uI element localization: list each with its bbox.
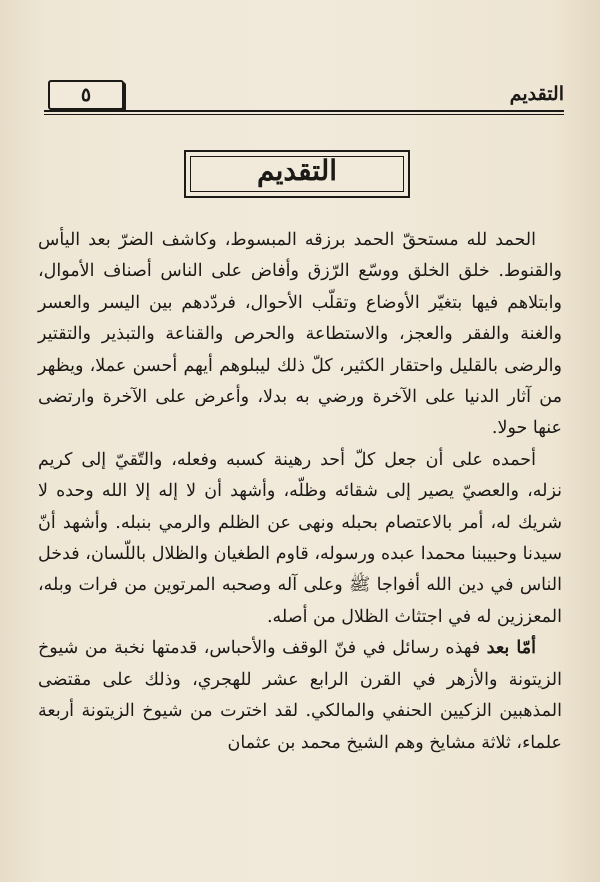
paragraph-2 xyxy=(38,445,562,633)
paragraph-2-text: أحمده على أن جعل كلّ أحد رهينة كسبه وفعله، والتّقيّ إلى كريم نزله، والعصيّ يصير إلى شقائه وظلّه، وأشهد أن لا إله إلا الله وحده لا شريك له، أمر بالاعتصام بحبله ونهى عن الظلم والرمي بنبله. وأشهد أنّ سيدنا وحبيبنا محمدا عبده ورسوله، قاوم الطغيان والظلال باللّسان، فدخل الناس في دين الله أفواجا ﷺ وعلى آله وصحبه المرتوين من فرات وبله، المعززين له في اجتثاث الظلال من أصله. xyxy=(38,449,562,627)
paragraph-1-text: الحمد لله مستحقّ الحمد برزقه المبسوط، وكاشف الضرّ بعد اليأس والقنوط. خلق الخلق ووسّع الرّزق وأفاض على الناس أصناف الأموال، وابتلاهم فيها بتغيّر الأوضاع وتقلّب الأحوال، فردّدهم بين اليسر والعسر والغنة والفقر والعجز، والاستطاعة والحرص والقناعة والتبذير والتقتير والرضى بالقليل واحتقار الكثير، كلّ ذلك ليبلوهم أيهم أحسن عملا، ويظهر من آثار الدنيا على الآخرة ورضي به بدلا، وأعرض على الآخرة وارتضى عنها حولا. xyxy=(38,230,562,439)
paragraph-1 xyxy=(38,225,562,445)
page-number: ٥ xyxy=(48,80,124,110)
paragraph-3-text: فهذه رسائل في فنّ الوقف والأحباس، قدمتها نخبة من شيوخ الزيتونة والأزهر في القرن الرابع عشر للهجري، وذلك على مقتضى المذهبين الزكيين الحنفي والمالكي. لقد اخترت من شيوخ الزيتونة أربعة علماء، ثلاثة مشايخ وهم الشيخ محمد بن عثمان xyxy=(38,638,562,753)
running-header xyxy=(44,78,564,114)
header-rule-thin xyxy=(44,114,564,115)
body-text xyxy=(38,225,562,759)
paragraph-3-lead: أمّا بعد xyxy=(486,638,536,659)
running-header-title: التقديم xyxy=(509,83,564,105)
chapter-title: التقديم xyxy=(256,154,338,187)
header-rule xyxy=(44,110,564,112)
paragraph-3 xyxy=(38,633,562,759)
chapter-title-frame xyxy=(184,150,410,198)
